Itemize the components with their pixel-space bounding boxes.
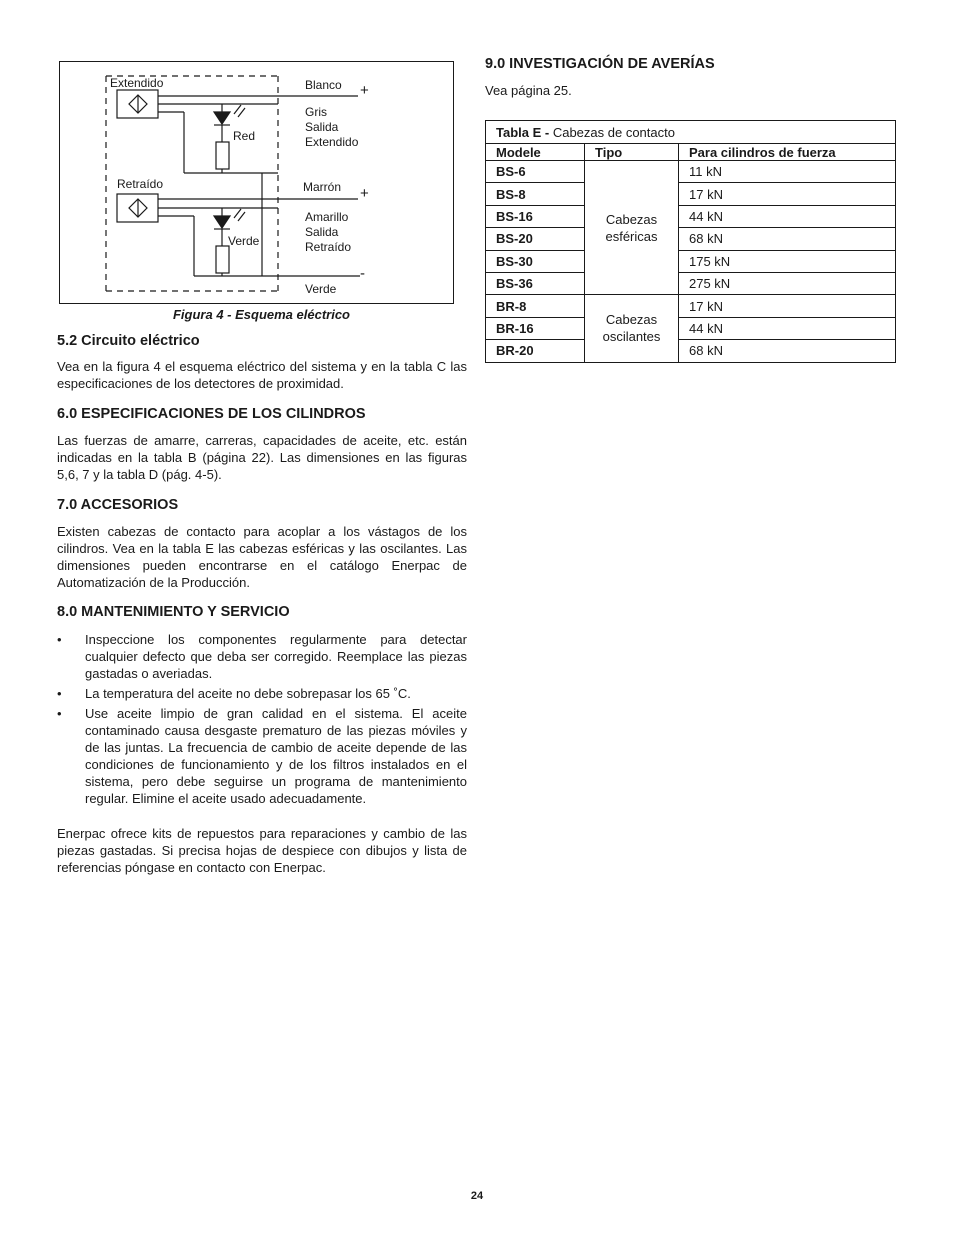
bullet-icon: • — [57, 686, 62, 701]
section-9-0-title: 9.0 INVESTIGACIÓN DE AVERÍAS — [485, 56, 715, 72]
section-8-0-title: 8.0 MANTENIMIENTO Y SERVICIO — [57, 604, 290, 620]
label-verde: Verde — [305, 282, 337, 296]
section-5-2-text: Vea en la figura 4 el esquema eléctrico del sistema y en la tabla C las especificaciones de los detectores de proximidad. — [57, 359, 467, 391]
wiring-diagram — [59, 61, 454, 304]
sensor-extended-icon — [117, 90, 158, 118]
list-item: • La temperatura del aceite no debe sobrepasar los 65 ˚C. — [57, 686, 411, 701]
figure-caption: Figura 4 - Esquema eléctrico — [172, 307, 350, 322]
section-9-0-text: Vea página 25. — [485, 83, 572, 98]
label-extendido-output: Extendido — [305, 135, 359, 149]
label-marron: Marrón — [303, 180, 342, 194]
table-row: BR-20 68 kN — [486, 340, 896, 362]
label-extendido: Extendido — [110, 76, 164, 90]
label-retraido: Retraído — [117, 177, 164, 191]
label-salida-upper: Salida — [305, 120, 339, 134]
table-e-title: Tabla E - Cabezas de contacto — [486, 121, 896, 144]
table-header-row — [486, 144, 896, 161]
label-blanco: Blanco — [305, 78, 342, 92]
label-amarillo: Amarillo — [305, 210, 349, 224]
section-6-0-title: 6.0 ESPECIFICACIONES DE LOS CILINDROS — [57, 406, 366, 422]
wiring-diagram-svg — [60, 62, 455, 305]
table-row: BS-6 Cabezas esféricas 11 kN — [486, 161, 896, 183]
section-8-0-closing: Enerpac ofrece kits de repuestos para reparaciones y cambio de las piezas gastadas. Si precisa hojas de despiece con dibujos y lista de referencias póngase en contacto con Enerpac. — [57, 826, 467, 875]
label-verde-led: Verde — [228, 234, 260, 248]
section-5-2-title: 5.2 Circuito eléctrico — [57, 333, 200, 349]
resistor-upper-icon — [216, 142, 229, 169]
table-row: BS-8 17 kN — [486, 183, 896, 205]
table-e — [485, 120, 896, 363]
table-row: BS-20 68 kN — [486, 228, 896, 250]
maintenance-list — [57, 631, 467, 810]
page-number: 24 — [470, 1190, 484, 1202]
header-fuerza: Para cilindros de fuerza — [679, 144, 896, 161]
section-6-0-text: Las fuerzas de amarre, carreras, capacidades de aceite, etc. están indicadas en la tabla B (página 22). Las dimensiones en las figuras 5,6, 7 y la tabla D (pág. 4-5). — [57, 433, 467, 482]
label-plus-lower: + — [360, 185, 369, 202]
header-tipo: Tipo — [585, 144, 679, 161]
table-row: BS-16 44 kN — [486, 205, 896, 227]
type-oscilantes: Cabezas oscilantes — [585, 295, 679, 362]
label-red: Red — [233, 129, 256, 143]
led-red-icon — [214, 105, 245, 125]
sensor-retracted-icon — [117, 194, 158, 222]
table-row: BR-8 Cabezas oscilantes 17 kN — [486, 295, 896, 317]
label-gris: Gris — [305, 105, 327, 119]
bullet-icon: • — [57, 706, 62, 721]
label-retraido-output: Retraído — [305, 240, 352, 254]
bullet-icon: • — [57, 632, 62, 647]
table-row: BS-30 175 kN — [486, 250, 896, 272]
table-row: BS-36 275 kN — [486, 272, 896, 294]
section-7-0-title: 7.0 ACCESORIOS — [57, 497, 179, 513]
header-modele: Modele — [486, 144, 585, 161]
led-green-icon — [214, 209, 245, 229]
list-item: • Inspeccione los componentes regularmente para detectar cualquier defecto que deba ser corregido. Reemplace las piezas gastadas o averiadas. — [57, 632, 467, 681]
label-minus: - — [360, 265, 365, 282]
resistor-lower-icon — [216, 246, 229, 273]
list-item: • Use aceite limpio de gran calidad en el sistema. El aceite contaminado causa desgaste prematuro de las piezas móviles y de las juntas. La frecuencia de cambio de aceite depende de las condiciones de funcionamiento y de los filtros instalados en el sistema, pero debe seguirse un programa de mantenimiento regular. Elimine el aceite usado adecuadamente. — [57, 706, 467, 806]
type-esfericas: Cabezas esféricas — [585, 161, 679, 295]
label-plus-upper: + — [360, 82, 369, 99]
label-salida-lower: Salida — [305, 225, 339, 239]
section-7-0-text: Existen cabezas de contacto para acoplar a los vástagos de los cilindros. Vea en la tabla E las cabezas esféricas y las oscilantes. Las dimensiones pueden encontrarse en el catálogo Enerpac de Automatización de la Producción. — [57, 524, 467, 590]
table-row: BR-16 44 kN — [486, 317, 896, 339]
